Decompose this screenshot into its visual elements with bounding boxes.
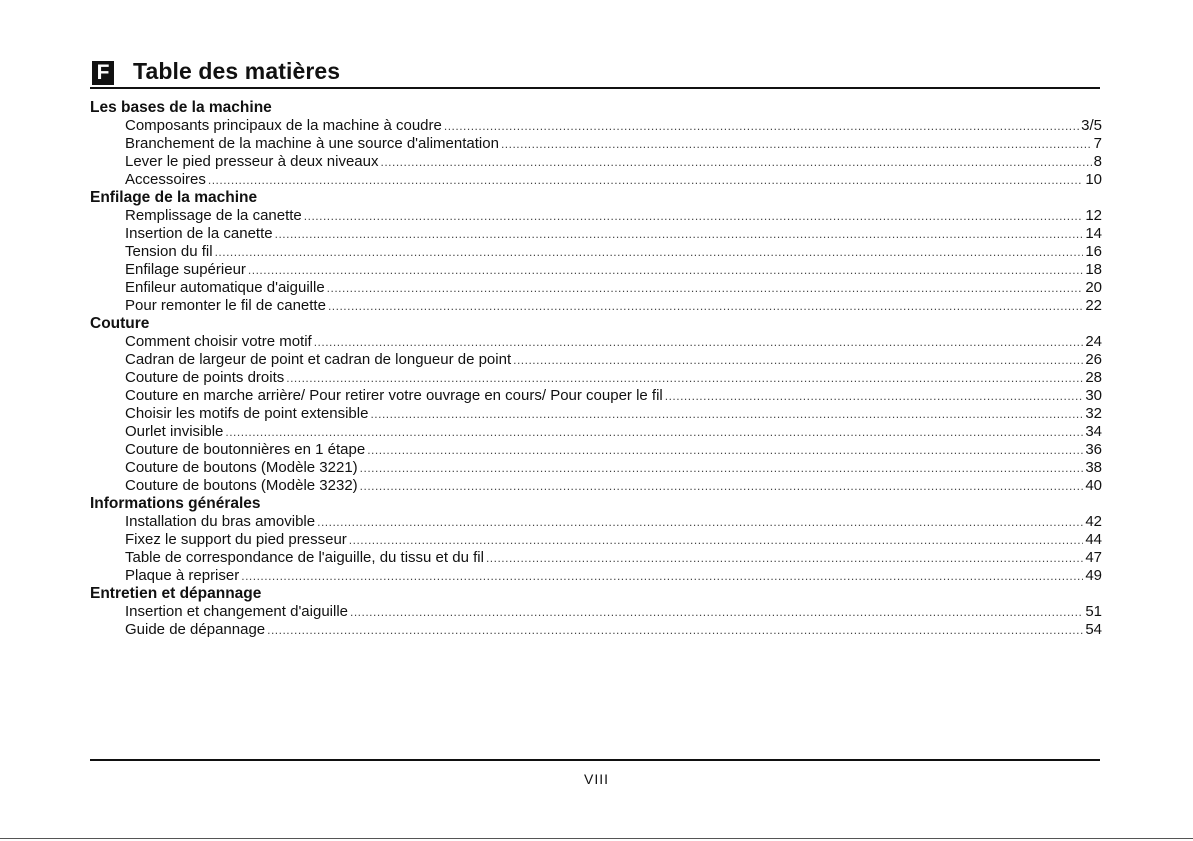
dot-leader bbox=[328, 297, 1083, 315]
page-title: Table des matières bbox=[133, 58, 341, 84]
dot-leader bbox=[317, 513, 1083, 531]
toc-entry[interactable] bbox=[90, 153, 1102, 171]
toc-entry-page: 20 bbox=[1085, 279, 1102, 296]
dot-leader bbox=[444, 117, 1079, 135]
toc-entry[interactable] bbox=[90, 333, 1102, 351]
toc-entry[interactable] bbox=[90, 459, 1102, 477]
toc-entry-page: 47 bbox=[1085, 549, 1102, 566]
toc-entry-label: Pour remonter le fil de canette bbox=[125, 297, 326, 314]
toc-entry[interactable] bbox=[90, 351, 1102, 369]
toc-entry-label: Comment choisir votre motif bbox=[125, 333, 312, 350]
toc-entry-label: Insertion de la canette bbox=[125, 225, 273, 242]
toc-entry-label: Remplissage de la canette bbox=[125, 207, 302, 224]
toc-entry[interactable] bbox=[90, 405, 1102, 423]
dot-leader bbox=[665, 387, 1084, 405]
dot-leader bbox=[360, 459, 1084, 477]
dot-leader bbox=[286, 369, 1083, 387]
toc-entry[interactable] bbox=[90, 207, 1102, 225]
footer-divider bbox=[90, 759, 1100, 761]
toc-section-heading: Enfilage de la machine bbox=[90, 189, 258, 206]
toc-entry[interactable] bbox=[90, 477, 1102, 495]
dot-leader bbox=[267, 621, 1083, 639]
dot-leader bbox=[248, 261, 1083, 279]
toc-entry-label: Tension du fil bbox=[125, 243, 213, 260]
toc-entry-label: Ourlet invisible bbox=[125, 423, 224, 440]
toc-section-heading: Couture bbox=[90, 315, 150, 332]
dot-leader bbox=[275, 225, 1084, 243]
toc-entry[interactable] bbox=[90, 513, 1102, 531]
toc-entry[interactable] bbox=[90, 603, 1102, 621]
toc-entry-label: Branchement de la machine à une source d'alimentation bbox=[125, 135, 499, 152]
dot-leader bbox=[225, 423, 1083, 441]
toc-section-heading: Entretien et dépannage bbox=[90, 585, 262, 602]
toc-entry-label: Enfilage supérieur bbox=[125, 261, 246, 278]
toc-entry-page: 26 bbox=[1085, 351, 1102, 368]
dot-leader bbox=[513, 351, 1083, 369]
toc-entry-page: 16 bbox=[1085, 243, 1102, 260]
toc-entry-label: Guide de dépannage bbox=[125, 621, 266, 638]
toc-entry-page: 32 bbox=[1085, 405, 1102, 422]
toc-entry-page: 42 bbox=[1085, 513, 1102, 530]
dot-leader bbox=[501, 135, 1092, 153]
toc-entry-page: 10 bbox=[1085, 171, 1102, 188]
toc-entry-page: 54 bbox=[1085, 621, 1102, 638]
toc-entry-label: Enfileur automatique d'aiguille bbox=[125, 279, 325, 296]
dot-leader bbox=[208, 171, 1083, 189]
page-edge-divider bbox=[0, 838, 1193, 839]
toc-entry-label: Composants principaux de la machine à coudre bbox=[125, 117, 442, 134]
toc-entry[interactable] bbox=[90, 531, 1102, 549]
toc-entry-label: Cadran de largeur de point et cadran de longueur de point bbox=[125, 351, 512, 368]
dot-leader bbox=[241, 567, 1083, 585]
dot-leader bbox=[360, 477, 1084, 495]
dot-leader bbox=[370, 405, 1083, 423]
toc-entry-label: Installation du bras amovible bbox=[125, 513, 316, 530]
toc-entry-page: 30 bbox=[1085, 387, 1102, 404]
toc-entry-label: Table de correspondance de l'aiguille, du tissu et du fil bbox=[125, 549, 484, 566]
toc-entry-page: 49 bbox=[1085, 567, 1102, 584]
toc-entry-page: 7 bbox=[1093, 135, 1102, 152]
toc-entry-page: 40 bbox=[1085, 477, 1102, 494]
dot-leader bbox=[215, 243, 1084, 261]
toc-entry[interactable] bbox=[90, 621, 1102, 639]
toc-entry[interactable] bbox=[90, 297, 1102, 315]
dot-leader bbox=[314, 333, 1084, 351]
toc-entry-label: Choisir les motifs de point extensible bbox=[125, 405, 369, 422]
toc-section-heading: Informations générales bbox=[90, 495, 261, 512]
toc-entry[interactable] bbox=[90, 225, 1102, 243]
toc-entry-label: Fixez le support du pied presseur bbox=[125, 531, 347, 548]
toc-entry[interactable] bbox=[90, 441, 1102, 459]
toc-section-heading: Les bases de la machine bbox=[90, 99, 272, 116]
page-number: VIII bbox=[583, 771, 609, 787]
language-badge: F bbox=[92, 61, 114, 85]
dot-leader bbox=[349, 531, 1084, 549]
toc-entry[interactable] bbox=[90, 243, 1102, 261]
toc-entry[interactable] bbox=[90, 387, 1102, 405]
toc-entry[interactable] bbox=[90, 369, 1102, 387]
toc-entry[interactable] bbox=[90, 171, 1102, 189]
toc-entry-page: 18 bbox=[1085, 261, 1102, 278]
toc-entry[interactable] bbox=[90, 567, 1102, 585]
toc-entry[interactable] bbox=[90, 261, 1102, 279]
page-header bbox=[90, 57, 1100, 89]
toc-entry-page: 24 bbox=[1085, 333, 1102, 350]
toc-entry-page: 22 bbox=[1085, 297, 1102, 314]
toc-entry-label: Couture en marche arrière/ Pour retirer votre ouvrage en cours/ Pour couper le fil bbox=[125, 387, 663, 404]
toc-entry-label: Couture de points droits bbox=[125, 369, 285, 386]
toc-entry[interactable] bbox=[90, 117, 1102, 135]
toc-entry-label: Couture de boutons (Modèle 3221) bbox=[125, 459, 358, 476]
dot-leader bbox=[327, 279, 1084, 297]
toc-entry-page: 14 bbox=[1085, 225, 1102, 242]
toc-entry-page: 36 bbox=[1085, 441, 1102, 458]
toc-entry-label: Couture de boutonnières en 1 étape bbox=[125, 441, 366, 458]
dot-leader bbox=[486, 549, 1083, 567]
toc-entry-page: 8 bbox=[1093, 153, 1102, 170]
toc-entry[interactable] bbox=[90, 549, 1102, 567]
toc-entry[interactable] bbox=[90, 135, 1102, 153]
dot-leader bbox=[304, 207, 1084, 225]
dot-leader bbox=[350, 603, 1083, 621]
toc-entry[interactable] bbox=[90, 423, 1102, 441]
table-of-contents bbox=[90, 99, 1102, 639]
toc-entry-page: 51 bbox=[1085, 603, 1102, 620]
toc-entry-page: 3/5 bbox=[1081, 117, 1102, 134]
toc-entry-label: Insertion et changement d'aiguille bbox=[125, 603, 349, 620]
toc-entry-page: 34 bbox=[1085, 423, 1102, 440]
toc-entry-page: 12 bbox=[1085, 207, 1102, 224]
toc-entry-page: 28 bbox=[1085, 369, 1102, 386]
dot-leader bbox=[381, 153, 1092, 171]
toc-entry-label: Lever le pied presseur à deux niveaux bbox=[125, 153, 379, 170]
dot-leader bbox=[367, 441, 1083, 459]
toc-entry-page: 44 bbox=[1085, 531, 1102, 548]
toc-entry-label: Plaque à repriser bbox=[125, 567, 240, 584]
toc-entry[interactable] bbox=[90, 279, 1102, 297]
toc-entry-label: Couture de boutons (Modèle 3232) bbox=[125, 477, 358, 494]
toc-entry-label: Accessoires bbox=[125, 171, 206, 188]
toc-entry-page: 38 bbox=[1085, 459, 1102, 476]
